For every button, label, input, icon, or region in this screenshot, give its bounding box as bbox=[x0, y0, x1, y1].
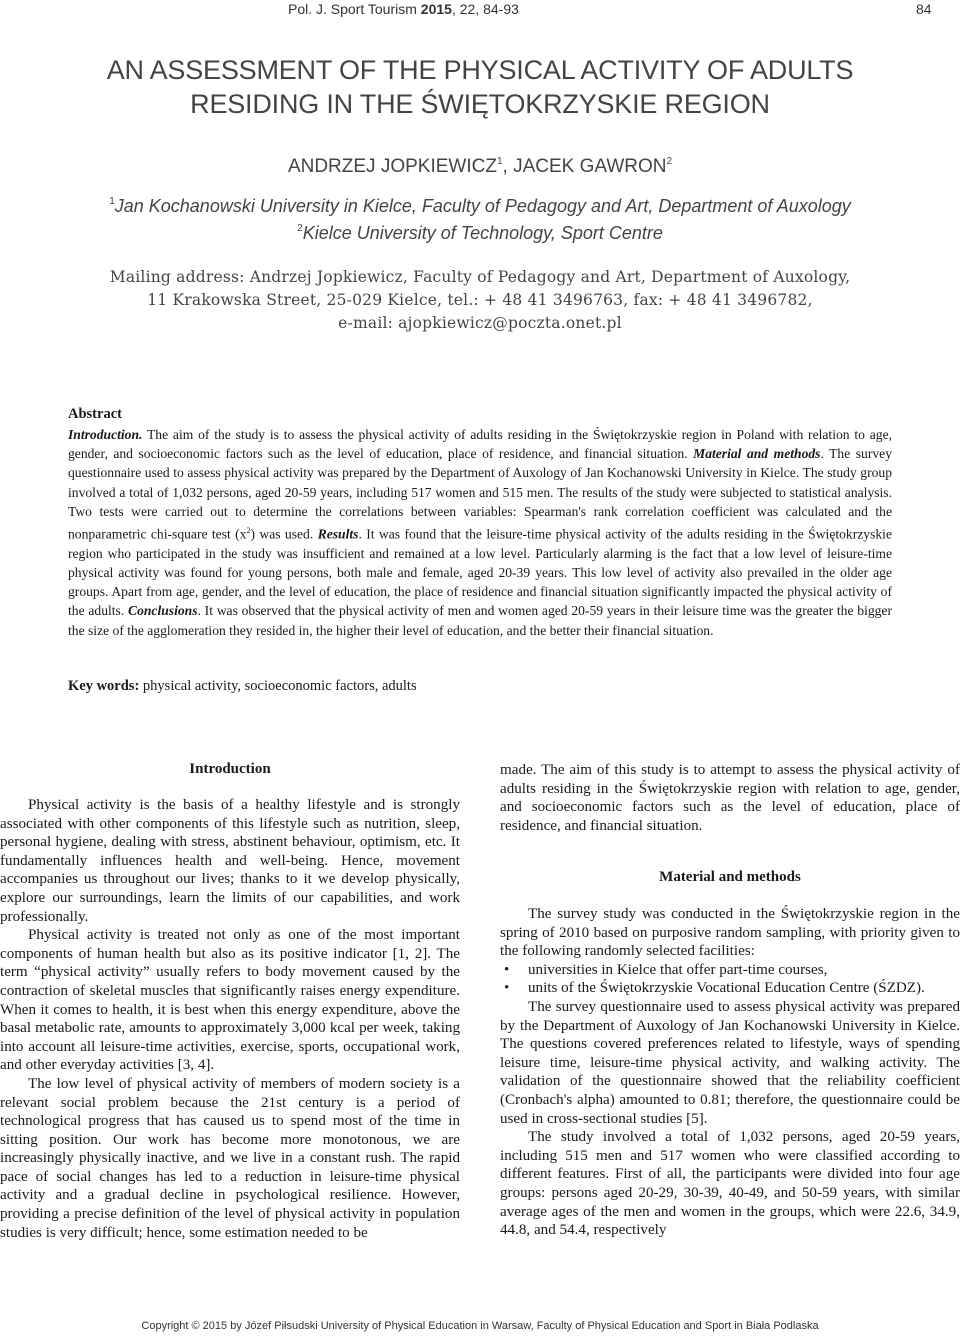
list-item-text: universities in Kielce that offer part-time courses, bbox=[528, 961, 828, 978]
introduction-body bbox=[0, 796, 460, 1242]
abstract-methods-label: Material and methods bbox=[693, 446, 821, 462]
abstract-intro-text: The aim of the study is to assess the physical activity of adults residing in the Świętokrzyskie region in Poland with relation to age, gender, and socioeconomic factors such as the level of education, place of residence, and financial situation. bbox=[68, 427, 892, 462]
methods-paragraph-2: The survey questionnaire used to assess physical activity was prepared by the Department of Auxology of Jan Kochanowski University in Kielce. The questions covered preferences related to lifestyle, ways of spending leisure time, leisure-time physical activity, and walking activity. The validation of the questionnaire showed that the reliability coefficient (Cronbach's alpha) amounted to 0.81; therefore, the questionnaire could be used in cross-sectional studies [5]. bbox=[500, 998, 960, 1127]
affiliation-1-mark: 1 bbox=[109, 196, 115, 207]
methods-body bbox=[500, 905, 960, 1240]
introduction-continued-text: made. The aim of this study is to attempt to assess the physical activity of adults residing in the Świętokrzyskie region with relation to age, gender, and socioeconomic factors such as the level of education, place of residence, and financial situation. bbox=[500, 762, 960, 834]
list-item bbox=[500, 979, 960, 998]
facilities-list bbox=[500, 961, 960, 998]
abstract-chi-square-superscript: 2 bbox=[246, 526, 251, 536]
abstract-results-text: . It was found that the leisure-time physical activity of the adults residing in the Świętokrzyskie region who participated in the study was insufficient and remained at a low level. Particularly alarming is the fact that a low level of leisure-time physical activity was found for young persons, both male and female, aged 20-39 years. This low level of activity also prevailed in the older age groups. Apart from age, gender, and the level of education, the place of residence and financial situation significantly impacted the physical activity of the adults. bbox=[68, 526, 892, 619]
list-item bbox=[500, 961, 960, 980]
article-title-line-1: AN ASSESSMENT OF THE PHYSICAL ACTIVITY OF ADULTS bbox=[106, 55, 854, 85]
journal-volume-pages: , 22, 84-93 bbox=[451, 1, 519, 17]
abstract-methods-text-2: ) was used. bbox=[250, 526, 318, 542]
mailing-address bbox=[60, 266, 900, 335]
mailing-email[interactable]: e-mail: ajopkiewicz@poczta.onet.pl bbox=[338, 314, 622, 332]
keywords-text: physical activity, socioeconomic factors, adults bbox=[139, 678, 417, 694]
abstract-conclusions-text: . It was observed that the physical activity of men and women aged 20-59 years in their leisure time was the greater the bigger the size of the agglomeration they resided in, the higher their level of education, and the better their financial situation. bbox=[68, 603, 892, 638]
author-2: JACEK GAWRON bbox=[513, 156, 667, 177]
author-separator: , bbox=[502, 156, 514, 177]
running-header bbox=[288, 1, 519, 17]
abstract-conclusions-label: Conclusions bbox=[128, 603, 198, 619]
introduction-heading: Introduction bbox=[189, 761, 271, 777]
methods-paragraph-1: The survey study was conducted in the Świętokrzyskie region in the spring of 2010 based on purposive random sampling, with priority given to the following randomly selected facilities: bbox=[500, 906, 960, 960]
abstract-body bbox=[68, 425, 892, 640]
bullet-icon: • bbox=[504, 961, 510, 978]
author-2-affiliation-mark: 2 bbox=[666, 156, 673, 167]
mailing-line-2: 11 Krakowska Street, 25-029 Kielce, tel.: + 48 41 3496763, fax: + 48 41 3496782, bbox=[147, 291, 813, 309]
authors bbox=[0, 156, 960, 178]
introduction-paragraph-2: Physical activity is treated not only as one of the most important components of human health but also as its positive indicator [1, 2]. The term “physical activity” usually refers to body movement caused by the contraction of skeletal muscles that significantly raises energy expenditure. When it comes to health, it is best when this energy expenditure, above the basal metabolic rate, amounts to approximately 3,000 kcal per week, taking into account all leisure-time activities, exercise, sports, occupational work, and other everyday activities [3, 4]. bbox=[0, 927, 460, 1074]
affiliation-1-text: Jan Kochanowski University in Kielce, Faculty of Pedagogy and Art, Department of Auxology bbox=[114, 196, 851, 216]
author-1: ANDRZEJ JOPKIEWICZ bbox=[287, 156, 497, 177]
methods-paragraph-3: The study involved a total of 1,032 persons, aged 20-59 years, including 515 men and 517 women who were classified according to different features. First of all, the participants were divided into four age groups: persons aged 20-29, 30-39, 40-49, and 50-59 years, with similar average ages of the men and women in the groups, which were 22.6, 34.9, 44.8, and 54.4, respectively bbox=[500, 1129, 960, 1239]
page-number: 84 bbox=[916, 1, 932, 17]
copyright-footer: Copyright © 2015 by Józef Piłsudski University of Physical Education in Warsaw, Faculty of Physical Education and Sport in Biała Podlaska bbox=[141, 1320, 819, 1332]
journal-name: Pol. J. Sport Tourism bbox=[288, 1, 421, 17]
affiliation-2-mark: 2 bbox=[297, 223, 303, 234]
introduction-continued bbox=[500, 761, 960, 835]
keywords bbox=[68, 678, 417, 695]
abstract-methods-text: . The survey questionnaire used to assess physical activity was prepared by the Department of Auxology of Jan Kochanowski University in Kielce. The study group involved a total of 1,032 persons, aged 20-59 years, including 517 women and 515 men. The results of the study were subjected to statistical analysis. Two tests were carried out to determine the correlations between variables: Spearman's rank correlation coefficient was calculated and the nonparametric chi-square test (x bbox=[68, 446, 893, 542]
journal-year: 2015 bbox=[420, 1, 452, 17]
mailing-line-1: Mailing address: Andrzej Jopkiewicz, Faculty of Pedagogy and Art, Department of Auxology, bbox=[109, 268, 851, 286]
introduction-paragraph-3: The low level of physical activity of members of modern society is a relevant social problem because the 21st century is a period of technological progress that has caused us to spend most of the time in sitting position. Our work has become more monotonous, we are increasingly physically inactive, and we live in a constant rush. The rapid pace of social changes has led to a reduction in leisure-time physical activity and a gradual decline in psychological resilience. However, providing a precise definition of the level of physical activity in population studies is very difficult; hence, some estimation needed to be bbox=[0, 1075, 460, 1241]
affiliation-2-text: Kielce University of Technology, Sport Centre bbox=[302, 223, 663, 243]
article-title-line-2: RESIDING IN THE ŚWIĘTOKRZYSKIE REGION bbox=[190, 89, 770, 119]
abstract-intro-label: Introduction. bbox=[68, 427, 143, 442]
introduction-paragraph-1: Physical activity is the basis of a healthy lifestyle and is strongly associated with other components of this lifestyle such as nutrition, sleep, personal hygiene, dealing with stress, abstinent behaviour, optimism, etc. It fundamentally influences health and well-being. Hence, movement accompanies us throughout our lives; thanks to it we develop physically, explore our surroundings, learn the limits of our capabilities, and work professionally. bbox=[0, 797, 460, 925]
abstract-heading: Abstract bbox=[68, 406, 122, 422]
list-item-text: units of the Świętokrzyskie Vocational Education Centre (ŚZDZ). bbox=[528, 980, 925, 997]
methods-heading: Material and methods bbox=[659, 869, 801, 885]
bullet-icon: • bbox=[504, 980, 510, 997]
abstract-results-label: Results bbox=[317, 526, 359, 542]
affiliation-2 bbox=[0, 223, 960, 244]
keywords-label: Key words: bbox=[68, 678, 140, 694]
affiliation-1 bbox=[0, 196, 960, 217]
author-1-affiliation-mark: 1 bbox=[496, 156, 503, 167]
